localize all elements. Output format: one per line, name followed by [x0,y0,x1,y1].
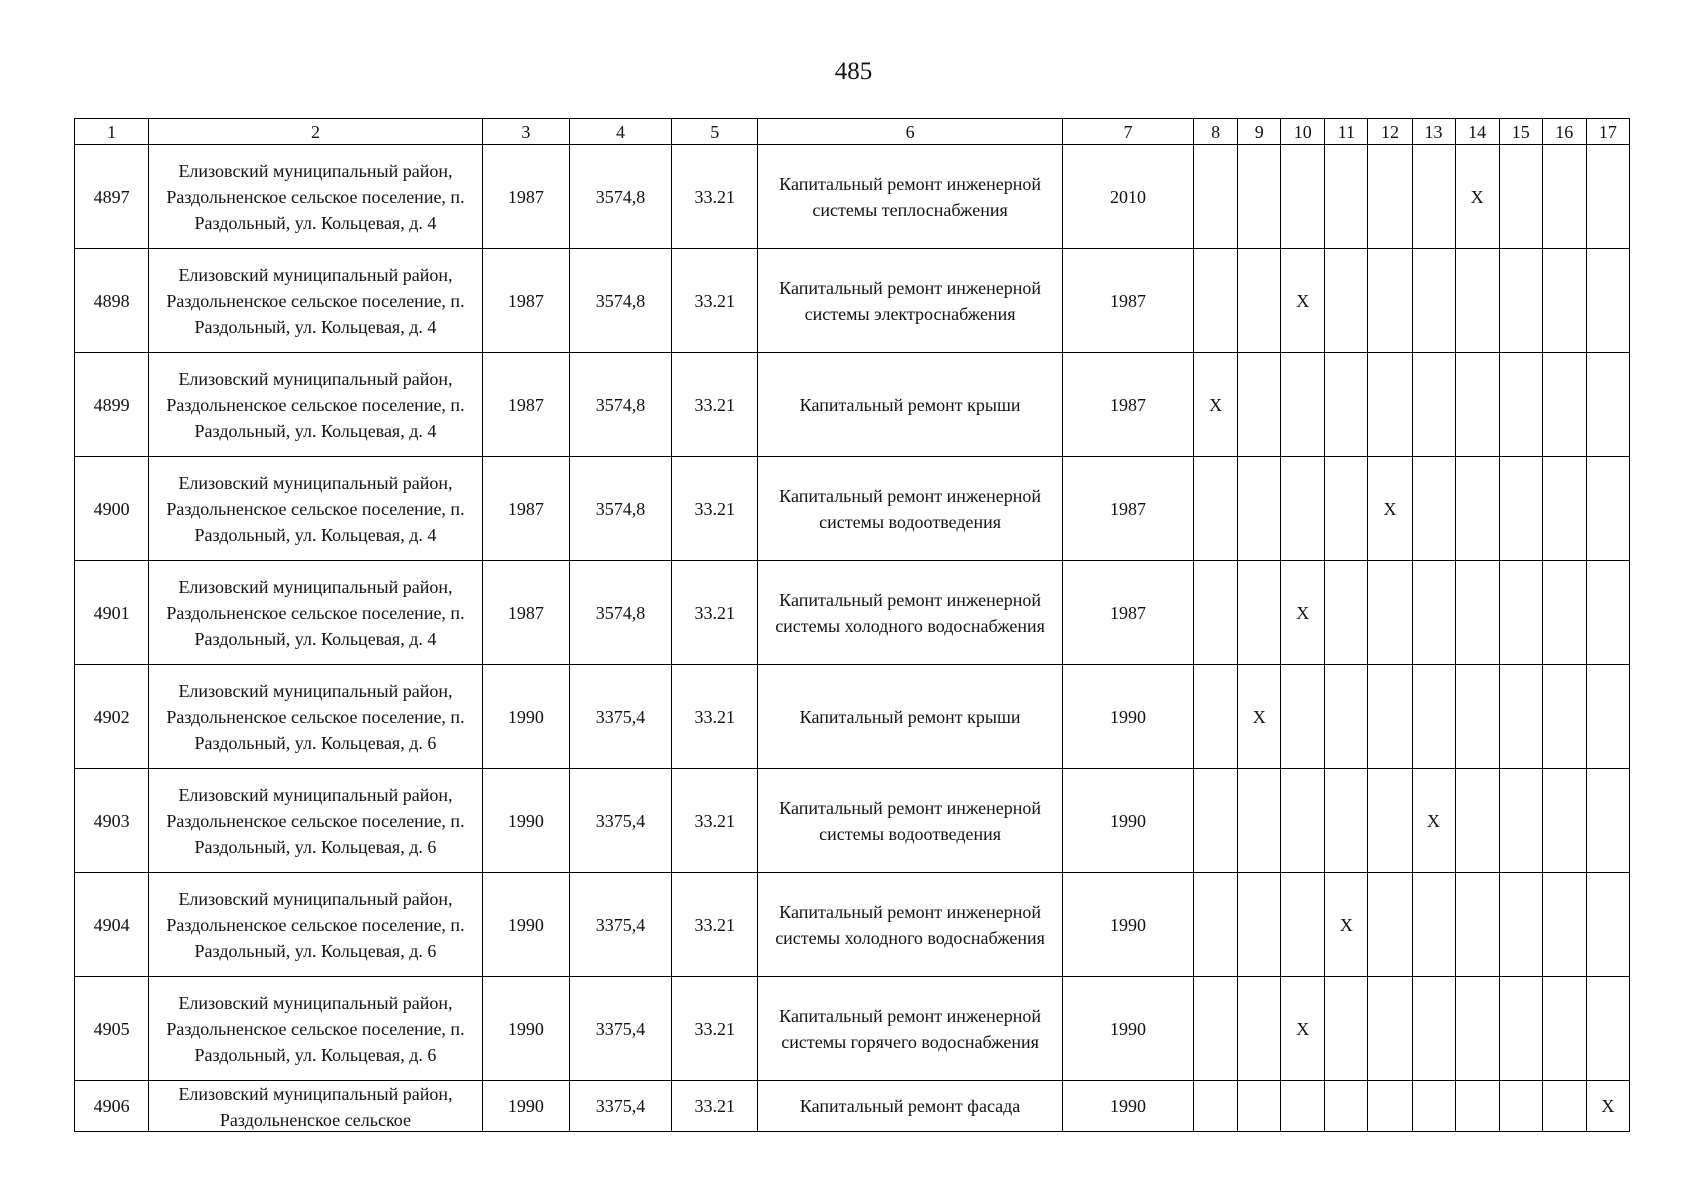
mark-cell [1586,249,1629,353]
address-text: Елизовский муниципальный район, Раздольненское сельское поселение, п. Раздольный, ул. Кольцевая, д. 6 [166,992,465,1065]
column-header: 9 [1238,119,1281,145]
mark-cell [1412,145,1455,249]
column-header: 6 [758,119,1063,145]
table-row [75,353,1630,457]
year-cell: 1990 [1062,769,1193,873]
mark-cell [1412,353,1455,457]
work-type-cell: Капитальный ремонт инженерной системы водоотведения [758,457,1063,561]
mark-cell [1238,145,1281,249]
address-cell [149,873,483,977]
address-text: Елизовский муниципальный район, Раздольненское сельское поселение, п. Раздольный, ул. Кольцевая, д. 4 [166,160,465,233]
mark-cell [1194,977,1238,1081]
mark-cell [1542,249,1586,353]
row-number-cell: 4906 [75,1081,149,1132]
mark-cell [1238,1081,1281,1132]
mark-cell [1325,561,1368,665]
code-cell: 33.21 [672,561,758,665]
mark-cell [1325,249,1368,353]
table-row [75,769,1630,873]
mark-cell [1499,249,1542,353]
work-type-cell: Капитальный ремонт фасада [758,1081,1063,1132]
mark-cell [1542,873,1586,977]
mark-cell [1586,665,1629,769]
header-row [75,119,1630,145]
area-cell: 3375,4 [569,977,671,1081]
repair-schedule-table [74,118,1630,1132]
mark-cell [1586,353,1629,457]
mark-cell [1455,977,1499,1081]
mark-cell [1542,457,1586,561]
work-type-cell: Капитальный ремонт инженерной системы теплоснабжения [758,145,1063,249]
mark-cell [1586,457,1629,561]
mark-cell [1499,665,1542,769]
mark-cell [1368,561,1412,665]
mark-cell [1412,561,1455,665]
table-body [75,145,1630,1132]
year-cell: 1990 [1062,1081,1193,1132]
address-text: Елизовский муниципальный район, Раздольненское сельское поселение, п. Раздольный, ул. Кольцевая, д. 6 [166,784,465,857]
code-cell: 33.21 [672,873,758,977]
mark-cell [1455,457,1499,561]
work-type-cell: Капитальный ремонт инженерной системы водоотведения [758,769,1063,873]
mark-cell [1238,873,1281,977]
mark-cell [1499,561,1542,665]
mark-cell: X [1281,249,1325,353]
mark-cell [1586,977,1629,1081]
mark-cell: X [1238,665,1281,769]
mark-cell [1542,1081,1586,1132]
mark-cell [1194,561,1238,665]
row-number-cell: 4898 [75,249,149,353]
mark-cell [1368,1081,1412,1132]
address-text: Елизовский муниципальный район, Раздольненское сельское поселение, п. Раздольный, ул. Кольцевая, д. 6 [166,888,465,961]
mark-cell: X [1281,561,1325,665]
column-header: 11 [1325,119,1368,145]
mark-cell [1499,353,1542,457]
area-cell: 3574,8 [569,249,671,353]
year-cell: 1990 [1062,977,1193,1081]
mark-cell [1238,769,1281,873]
column-header: 14 [1455,119,1499,145]
area-cell: 3375,4 [569,873,671,977]
column-header: 10 [1281,119,1325,145]
mark-cell [1455,769,1499,873]
work-type-cell: Капитальный ремонт инженерной системы электроснабжения [758,249,1063,353]
code-cell: 33.21 [672,665,758,769]
mark-cell [1325,353,1368,457]
column-header: 5 [672,119,758,145]
work-type-cell: Капитальный ремонт инженерной системы холодного водоснабжения [758,873,1063,977]
year-cell: 1990 [1062,873,1193,977]
row-number-cell: 4897 [75,145,149,249]
address-cell [149,665,483,769]
mark-cell [1368,145,1412,249]
table-row [75,1081,1630,1132]
mark-cell [1238,977,1281,1081]
mark-cell: X [1586,1081,1629,1132]
mark-cell [1586,145,1629,249]
area-cell: 3574,8 [569,145,671,249]
address-text: Елизовский муниципальный район, Раздольненское сельское поселение, п. Раздольный, ул. Кольцевая, д. 6 [166,680,465,753]
mark-cell [1542,353,1586,457]
mark-cell [1238,353,1281,457]
mark-cell [1325,145,1368,249]
mark-cell [1281,873,1325,977]
mark-cell [1368,353,1412,457]
address-text: Елизовский муниципальный район, Раздольненское сельское поселение, п. Раздольный, ул. Кольцевая, д. 4 [166,472,465,545]
build-year-cell: 1987 [482,249,569,353]
mark-cell [1499,769,1542,873]
area-cell: 3574,8 [569,561,671,665]
area-cell: 3375,4 [569,665,671,769]
column-header: 16 [1542,119,1586,145]
column-header: 12 [1368,119,1412,145]
table-row [75,665,1630,769]
address-cell [149,249,483,353]
mark-cell [1194,145,1238,249]
row-number-cell: 4903 [75,769,149,873]
year-cell: 1987 [1062,353,1193,457]
column-header: 15 [1499,119,1542,145]
mark-cell [1281,1081,1325,1132]
mark-cell [1412,873,1455,977]
build-year-cell: 1987 [482,145,569,249]
build-year-cell: 1990 [482,977,569,1081]
mark-cell [1368,873,1412,977]
mark-cell [1325,769,1368,873]
mark-cell [1194,1081,1238,1132]
area-cell: 3375,4 [569,769,671,873]
mark-cell: X [1325,873,1368,977]
code-cell: 33.21 [672,249,758,353]
mark-cell [1194,249,1238,353]
mark-cell [1455,561,1499,665]
table-row [75,561,1630,665]
mark-cell [1194,769,1238,873]
mark-cell [1499,873,1542,977]
mark-cell [1325,665,1368,769]
mark-cell [1238,457,1281,561]
mark-cell [1194,665,1238,769]
work-type-cell: Капитальный ремонт инженерной системы холодного водоснабжения [758,561,1063,665]
build-year-cell: 1987 [482,561,569,665]
mark-cell [1281,353,1325,457]
mark-cell: X [1281,977,1325,1081]
code-cell: 33.21 [672,977,758,1081]
mark-cell: X [1455,145,1499,249]
build-year-cell: 1990 [482,769,569,873]
address-cell [149,353,483,457]
mark-cell [1412,249,1455,353]
mark-cell [1325,977,1368,1081]
year-cell: 1987 [1062,457,1193,561]
code-cell: 33.21 [672,769,758,873]
address-cell [149,561,483,665]
row-number-cell: 4902 [75,665,149,769]
mark-cell: X [1194,353,1238,457]
address-cell [149,769,483,873]
row-number-cell: 4901 [75,561,149,665]
mark-cell [1368,665,1412,769]
mark-cell [1455,873,1499,977]
mark-cell [1194,873,1238,977]
column-header: 13 [1412,119,1455,145]
address-text: Елизовский муниципальный район, Раздольненское сельское [178,1084,453,1130]
mark-cell [1499,457,1542,561]
mark-cell [1586,873,1629,977]
mark-cell [1368,769,1412,873]
table-row [75,457,1630,561]
mark-cell [1542,977,1586,1081]
build-year-cell: 1987 [482,457,569,561]
mark-cell [1455,353,1499,457]
column-header: 4 [569,119,671,145]
table-row [75,249,1630,353]
mark-cell [1325,457,1368,561]
address-cell [149,457,483,561]
mark-cell [1499,145,1542,249]
address-cell [149,1081,483,1132]
mark-cell [1194,457,1238,561]
mark-cell [1368,977,1412,1081]
code-cell: 33.21 [672,1081,758,1132]
mark-cell [1586,561,1629,665]
row-number-cell: 4905 [75,977,149,1081]
build-year-cell: 1987 [482,353,569,457]
code-cell: 33.21 [672,457,758,561]
column-header: 2 [149,119,483,145]
mark-cell [1368,249,1412,353]
address-cell [149,977,483,1081]
mark-cell [1586,769,1629,873]
mark-cell [1325,1081,1368,1132]
mark-cell [1455,249,1499,353]
row-number-cell: 4899 [75,353,149,457]
mark-cell [1281,769,1325,873]
mark-cell [1542,561,1586,665]
code-cell: 33.21 [672,353,758,457]
mark-cell [1412,977,1455,1081]
mark-cell [1455,665,1499,769]
column-header: 8 [1194,119,1238,145]
mark-cell [1238,249,1281,353]
mark-cell [1499,1081,1542,1132]
table-row [75,145,1630,249]
mark-cell [1238,561,1281,665]
year-cell: 1987 [1062,249,1193,353]
column-header: 3 [482,119,569,145]
address-text: Елизовский муниципальный район, Раздольненское сельское поселение, п. Раздольный, ул. Кольцевая, д. 4 [166,264,465,337]
build-year-cell: 1990 [482,1081,569,1132]
work-type-cell: Капитальный ремонт крыши [758,665,1063,769]
mark-cell [1412,457,1455,561]
area-cell: 3375,4 [569,1081,671,1132]
year-cell: 1990 [1062,665,1193,769]
work-type-cell: Капитальный ремонт инженерной системы горячего водоснабжения [758,977,1063,1081]
column-header: 17 [1586,119,1629,145]
table-row [75,873,1630,977]
area-cell: 3574,8 [569,353,671,457]
mark-cell [1542,145,1586,249]
mark-cell [1542,665,1586,769]
mark-cell: X [1412,769,1455,873]
mark-cell: X [1368,457,1412,561]
row-number-cell: 4904 [75,873,149,977]
year-cell: 2010 [1062,145,1193,249]
table-header [75,119,1630,145]
address-text: Елизовский муниципальный район, Раздольненское сельское поселение, п. Раздольный, ул. Кольцевая, д. 4 [166,368,465,441]
row-number-cell: 4900 [75,457,149,561]
mark-cell [1455,1081,1499,1132]
year-cell: 1987 [1062,561,1193,665]
mark-cell [1281,457,1325,561]
work-type-cell: Капитальный ремонт крыши [758,353,1063,457]
address-cell [149,145,483,249]
mark-cell [1281,665,1325,769]
column-header: 7 [1062,119,1193,145]
table-row [75,977,1630,1081]
build-year-cell: 1990 [482,873,569,977]
mark-cell [1499,977,1542,1081]
mark-cell [1412,1081,1455,1132]
column-header: 1 [75,119,149,145]
code-cell: 33.21 [672,145,758,249]
build-year-cell: 1990 [482,665,569,769]
page-number: 485 [834,58,873,85]
mark-cell [1542,769,1586,873]
area-cell: 3574,8 [569,457,671,561]
address-text: Елизовский муниципальный район, Раздольненское сельское поселение, п. Раздольный, ул. Кольцевая, д. 4 [166,576,465,649]
mark-cell [1281,145,1325,249]
mark-cell [1412,665,1455,769]
